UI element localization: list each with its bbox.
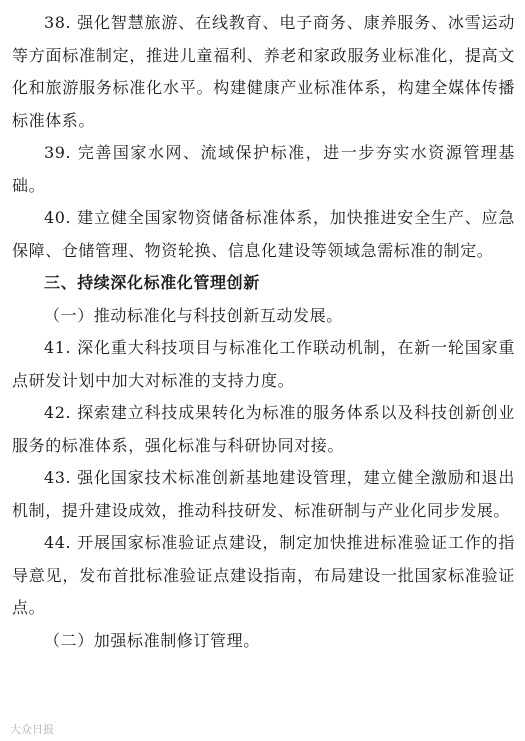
subsection-heading-2: （二）加强标准制修订管理。 [44, 630, 260, 650]
paragraph-44: 44. 开展国家标准验证点建设，制定加快推进标准验证工作的指导意见，发布首批标准验证点建设指南，布局建设一批国家标准验证点。 [12, 533, 515, 617]
paragraph-43: 43. 强化国家技术标准创新基地建设管理，建立健全激励和退出机制，提升建设成效，推动科技研发、标准研制与产业化同步发展。 [12, 468, 515, 520]
paragraph-41: 41. 深化重大科技项目与标准化工作联动机制，在新一轮国家重点研发计划中加大对标准的支持力度。 [12, 338, 515, 390]
paragraph-40: 40. 建立健全国家物资储备标准体系，加快推进安全生产、应急保障、仓储管理、物资轮换、信息化建设等领域急需标准的制定。 [12, 208, 515, 260]
paragraph-38: 38. 强化智慧旅游、在线教育、电子商务、康养服务、冰雪运动等方面标准制定，推进儿童福利、养老和家政服务业标准化，提高文化和旅游服务标准化水平。构建健康产业标准体系，构建全媒体传播标准体系。 [12, 13, 515, 130]
source-watermark: 大众日报 [10, 723, 54, 736]
paragraph-42: 42. 探索建立科技成果转化为标准的服务体系以及科技创新创业服务的标准体系，强化标准与科研协同对接。 [12, 403, 515, 455]
paragraph-39: 39. 完善国家水网、流域保护标准，进一步夯实水资源管理基础。 [12, 143, 515, 195]
section-heading: 三、持续深化标准化管理创新 [44, 273, 260, 292]
subsection-heading-1: （一）推动标准化与科技创新互动发展。 [44, 305, 343, 325]
